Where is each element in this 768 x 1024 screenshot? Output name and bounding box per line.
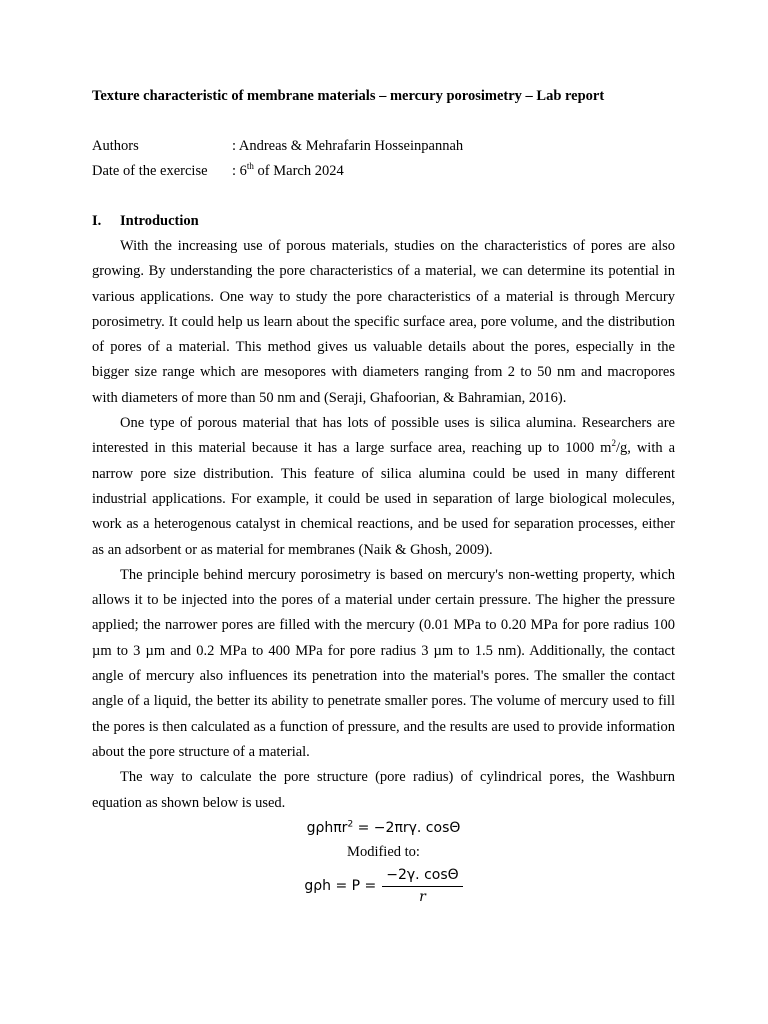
document-page	[92, 84, 675, 907]
date-superscript: th	[246, 161, 254, 172]
eq2-lhs: gρh = P =	[304, 878, 377, 895]
intro-paragraph-4: The way to calculate the pore structure (pore radius) of cylindrical pores, the Washburn equation as shown below is used.	[92, 769, 675, 811]
authors-label: Authors	[92, 138, 139, 154]
eq1-left: gρhπr	[306, 819, 348, 836]
date-suffix: of March 2024	[253, 163, 344, 179]
para2-text-a: One type of porous material that has lots of possible uses is silica alumina. Researchers are interested in this material because it has a large surface area, reaching up to 1000 m	[92, 415, 675, 457]
date-prefix: : 6	[232, 163, 247, 179]
eq2-numerator: −2γ. cosΘ	[382, 866, 462, 887]
authors-row	[92, 134, 675, 159]
document-meta	[92, 134, 675, 184]
washburn-equation	[92, 816, 675, 840]
para2-text-b: /g, with a narrow pore size distribution. This feature of silica alumina could be used in many different industrial applications. For example, it could be used in separation of large biological molecules, work as a heterogenous catalyst in chemical reactions, and be used for separation processes, either as an adsorbent or as material for membranes (Naik & Ghosh, 2009).	[92, 440, 676, 558]
eq2-fraction	[382, 866, 462, 907]
eq1-right: = −2πrγ. cosΘ	[353, 819, 461, 836]
authors-value: : Andreas & Mehrafarin Hosseinpannah	[232, 138, 464, 154]
intro-paragraph-3: The principle behind mercury porosimetry is based on mercury's non-wetting property, which allows it to be injected into the pores of a material under certain pressure. The higher the pressure applied; the narrower pores are filled with the mercury (0.01 MPa to 0.20 MPa for pore radius 100 µm to 3 µm and 0.2 MPa to 400 MPa for pore radius 3 µm to 1.5 nm). Additionally, the contact angle of mercury also influences its penetration into the material's pores. The smaller the contact angle of a liquid, the better its ability to penetrate smaller pores. The volume of mercury used to fill the pores is then calculated as a function of pressure, and the results are used to provide information about the pore structure of a material.	[92, 566, 675, 760]
date-value	[232, 159, 344, 184]
intro-paragraph-2	[92, 411, 675, 563]
section-heading	[92, 209, 675, 234]
document-title: Texture characteristic of membrane materials – mercury porosimetry – Lab report	[92, 88, 605, 104]
date-row	[92, 159, 675, 184]
modified-to-label: Modified to:	[347, 843, 420, 860]
eq1-superscript: 2	[347, 819, 354, 830]
intro-paragraph-1: With the increasing use of porous materials, studies on the characteristics of pores are also growing. By understanding the pore characteristics of a material, we can determine its potential in various applications. One way to study the pore characteristics of a material is through Mercury porosimetry. It could help us learn about the specific surface area, pore volume, and the distribution of pores of a material. This method gives us valuable details about the pores, especially in the bigger size range which are mesopores with diameters ranging from 2 to 50 nm and macropores with diameters of more than 50 nm and (Seraji, Ghafoorian, & Bahramian, 2016).	[92, 238, 675, 406]
modified-equation	[92, 866, 675, 907]
eq2-denominator: r	[419, 888, 426, 905]
date-label: Date of the exercise	[92, 163, 208, 179]
para2-superscript: 2	[611, 438, 616, 449]
section-title: Introduction	[120, 213, 199, 229]
section-number: I.	[92, 213, 102, 229]
